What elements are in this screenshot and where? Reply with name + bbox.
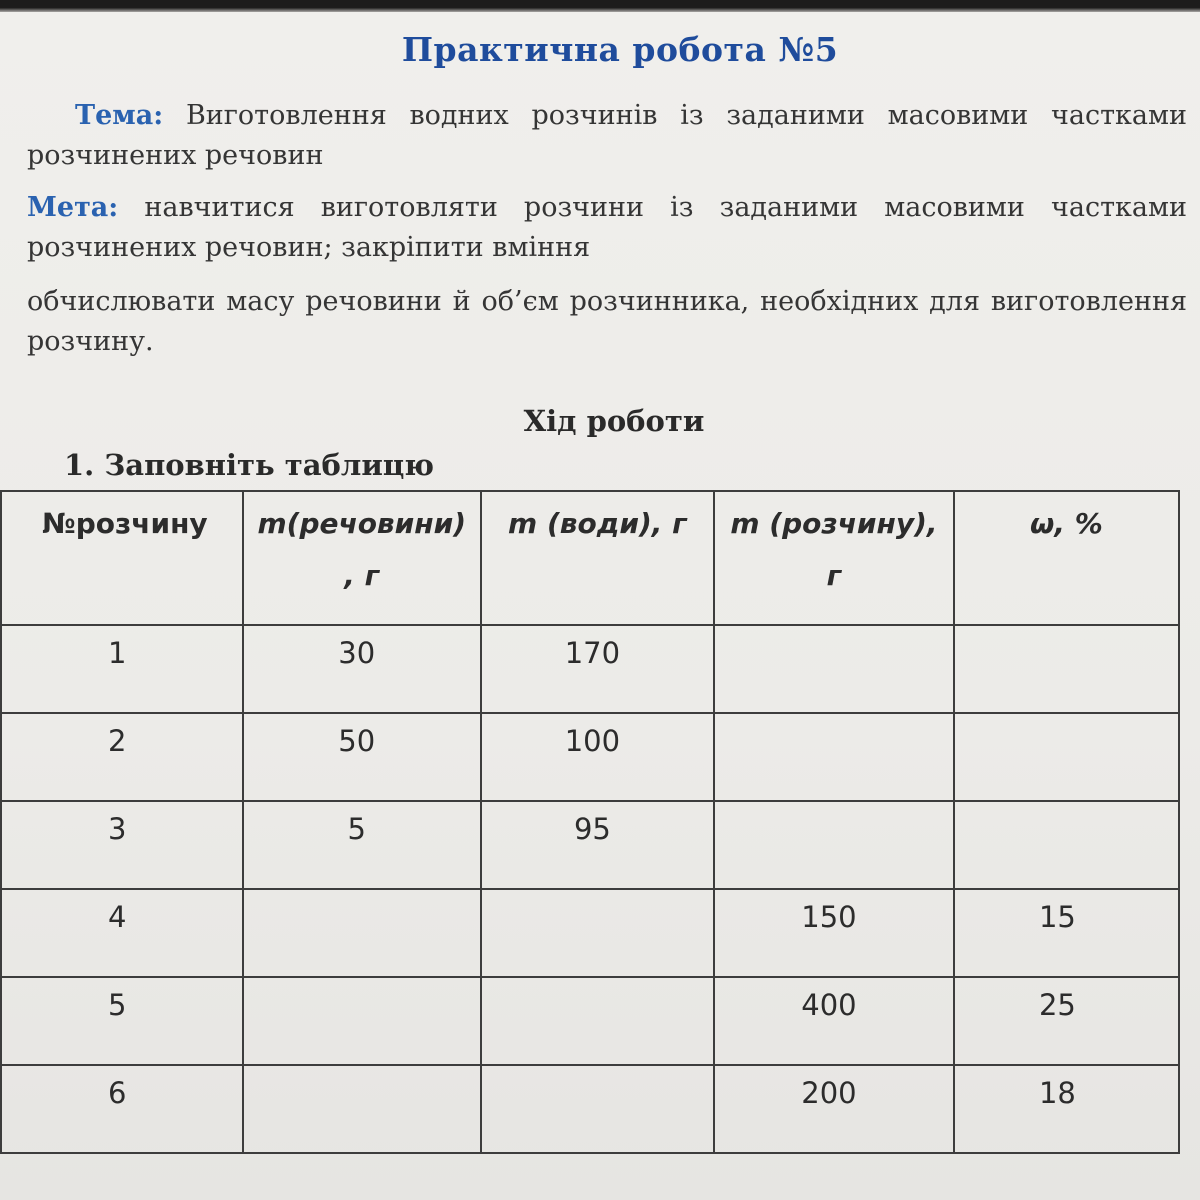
header-substance-mass-line2: , г [344, 559, 380, 592]
theme-text: Виготовлення водних розчинів із заданими масовими частками розчинених речовин [27, 100, 1187, 171]
cell-solution-number: 5 [1, 977, 243, 1065]
cell-substance-mass: 5 [243, 801, 481, 889]
cell-mass-fraction [954, 713, 1179, 801]
cell-solution-number: 6 [1, 1065, 243, 1153]
cell-solution-mass: 400 [714, 977, 954, 1065]
cell-water-mass [481, 1065, 714, 1153]
cell-solution-mass [714, 801, 954, 889]
cell-mass-fraction: 18 [954, 1065, 1179, 1153]
header-substance-mass [243, 491, 481, 625]
table-row [1, 889, 1179, 977]
cell-solution-number: 2 [1, 713, 243, 801]
cell-water-mass [481, 977, 714, 1065]
cell-mass-fraction: 25 [954, 977, 1179, 1065]
cell-mass-fraction [954, 625, 1179, 713]
document-title: Практична робота №5 [401, 30, 839, 69]
theme-label: Тема: [75, 100, 164, 131]
cell-water-mass [481, 889, 714, 977]
cell-substance-mass [243, 1065, 481, 1153]
cell-solution-mass [714, 625, 954, 713]
header-solution-mass-line1: m (розчину), [730, 507, 938, 540]
cell-solution-number: 1 [1, 625, 243, 713]
cell-solution-mass: 150 [714, 889, 954, 977]
header-solution-mass [714, 491, 954, 625]
header-substance-mass-line1: m(речовини) [257, 507, 467, 540]
cell-substance-mass [243, 977, 481, 1065]
goal-paragraph [27, 188, 1187, 268]
goal-label: Мета: [27, 192, 119, 223]
goal-text: навчитися виготовляти розчини із заданими масовими частками розчинених речовин; закріпити вміння [27, 192, 1187, 263]
document-page [0, 12, 1200, 1200]
cell-water-mass: 95 [481, 801, 714, 889]
header-solution-mass-line2: г [826, 559, 842, 592]
solutions-table [0, 490, 1180, 1154]
header-mass-fraction: ω, % [954, 491, 1179, 625]
cell-substance-mass: 30 [243, 625, 481, 713]
cell-mass-fraction: 15 [954, 889, 1179, 977]
goal-paragraph-continued: обчислювати масу речовини й об’єм розчинника, необхідних для виготовлення розчину. [27, 286, 1187, 357]
cell-water-mass: 100 [481, 713, 714, 801]
task-instruction: 1. Заповніть таблицю [64, 448, 435, 482]
cell-water-mass: 170 [481, 625, 714, 713]
table-row [1, 801, 1179, 889]
header-solution-number: №розчину [1, 491, 243, 625]
header-water-mass: m (води), г [481, 491, 714, 625]
table-row [1, 977, 1179, 1065]
table-row [1, 625, 1179, 713]
cell-substance-mass [243, 889, 481, 977]
cell-substance-mass: 50 [243, 713, 481, 801]
cell-solution-number: 4 [1, 889, 243, 977]
work-heading: Хід роботи [523, 404, 705, 438]
cell-mass-fraction [954, 801, 1179, 889]
cell-solution-mass [714, 713, 954, 801]
table-row [1, 1065, 1179, 1153]
table-row [1, 713, 1179, 801]
table-header-row [1, 491, 1179, 625]
cell-solution-number: 3 [1, 801, 243, 889]
cell-solution-mass: 200 [714, 1065, 954, 1153]
theme-paragraph [27, 96, 1187, 176]
